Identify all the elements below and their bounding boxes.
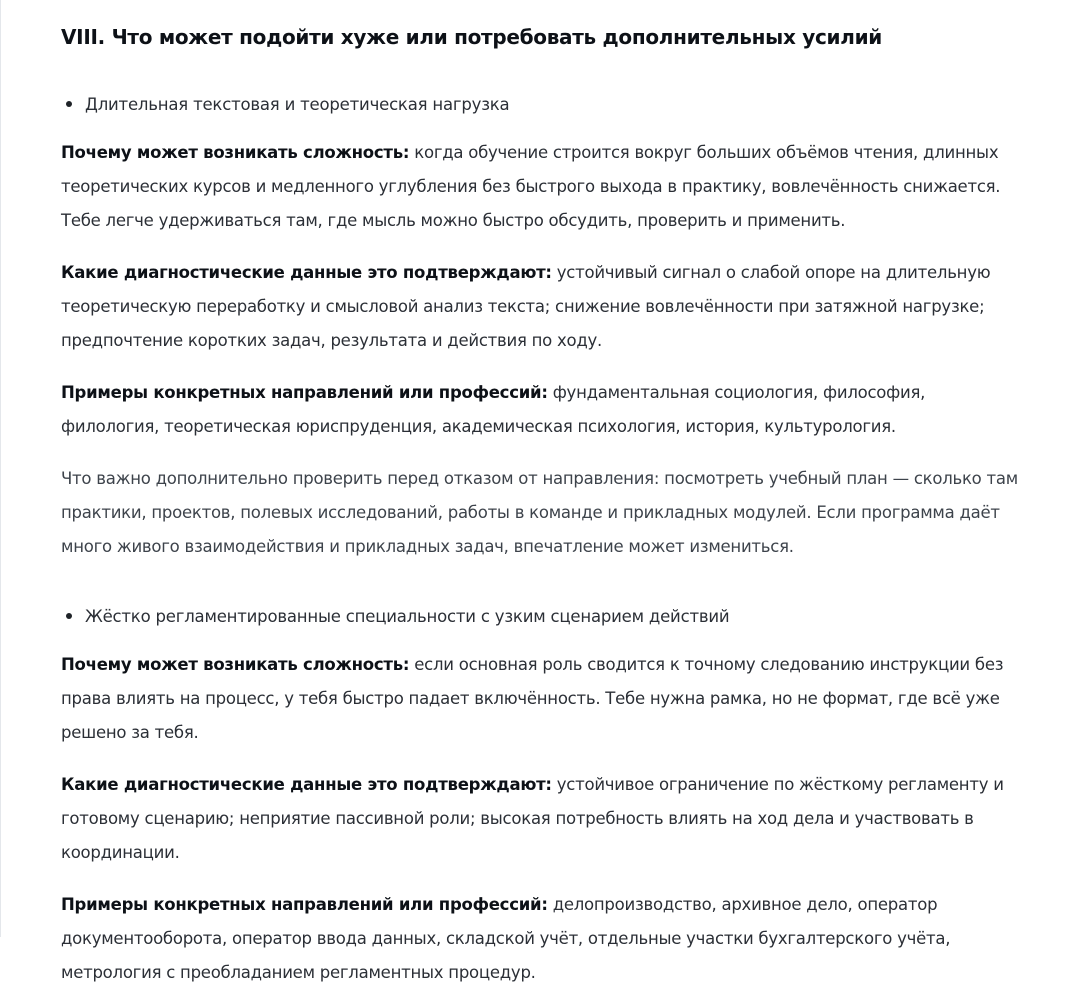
- diagnostic-paragraph: [61, 768, 1021, 870]
- why-text: если основная роль сводится к точному следованию инструкции без права влиять на процесс, у тебя быстро падает включённость. Тебе нужна рамка, но не формат, где всё уже решено за тебя.: [61, 655, 1004, 742]
- document-section: [61, 22, 1021, 990]
- examples-text: фундаментальная социология, философия, филология, теоретическая юриспруденция, академическая психология, история, культурология.: [61, 383, 926, 436]
- examples-paragraph: [61, 376, 1021, 444]
- note-paragraph: Что важно дополнительно проверить перед отказом от направления: посмотреть учебный план — сколько там практики, проектов, полевых исследований, работы в команде и прикладных модулей. Если программа даёт много живого взаимодействия и прикладных задач, впечатление может измениться.: [61, 469, 1018, 556]
- bullet-text: Жёстко регламентированные специальности с узким сценарием действий: [85, 606, 730, 626]
- why-text: когда обучение строится вокруг больших объёмов чтения, длинных теоретических курсов и медленного углубления без быстрого выхода в практику, вовлечённость снижается. Тебе легче удерживаться там, где мысль можно быстро обсудить, проверить и применить.: [61, 143, 1001, 230]
- diagnostic-paragraph: [61, 256, 1021, 358]
- diagnostic-label: Какие диагностические данные это подтверждают:: [61, 263, 552, 282]
- why-label: Почему может возникать сложность:: [61, 655, 410, 674]
- list-item: [61, 602, 1021, 990]
- why-paragraph: [61, 136, 1021, 238]
- examples-text: делопроизводство, архивное дело, оператор документооборота, оператор ввода данных, складской учёт, отдельные участки бухгалтерского учёта, метрология с преобладанием регламентных процедур.: [61, 895, 951, 982]
- section-heading: VIII. Что может подойти хуже или потребовать дополнительных усилий: [61, 25, 882, 49]
- bullet-text: Длительная текстовая и теоретическая нагрузка: [85, 94, 510, 114]
- diagnostic-text: устойчивый сигнал о слабой опоре на длительную теоретическую переработку и смысловой анализ текста; снижение вовлечённости при затяжной нагрузке; предпочтение коротких задач, результата и действия по ходу.: [61, 263, 991, 350]
- diagnostic-text: устойчивое ограничение по жёсткому регламенту и готовому сценарию; неприятие пассивной роли; высокая потребность влиять на ход дела и участвовать в координации.: [61, 775, 1004, 862]
- diagnostic-label: Какие диагностические данные это подтверждают:: [61, 775, 552, 794]
- examples-label: Примеры конкретных направлений или профессий:: [61, 383, 548, 402]
- bullet-row: [61, 602, 1021, 630]
- examples-label: Примеры конкретных направлений или профессий:: [61, 895, 548, 914]
- why-paragraph: [61, 648, 1021, 750]
- bullet-row: [61, 90, 1021, 118]
- examples-paragraph: [61, 888, 1021, 990]
- left-border: [0, 0, 1, 937]
- list-item: [61, 90, 1021, 564]
- bullet-icon: [66, 613, 72, 619]
- why-label: Почему может возникать сложность:: [61, 143, 410, 162]
- bullet-icon: [66, 101, 72, 107]
